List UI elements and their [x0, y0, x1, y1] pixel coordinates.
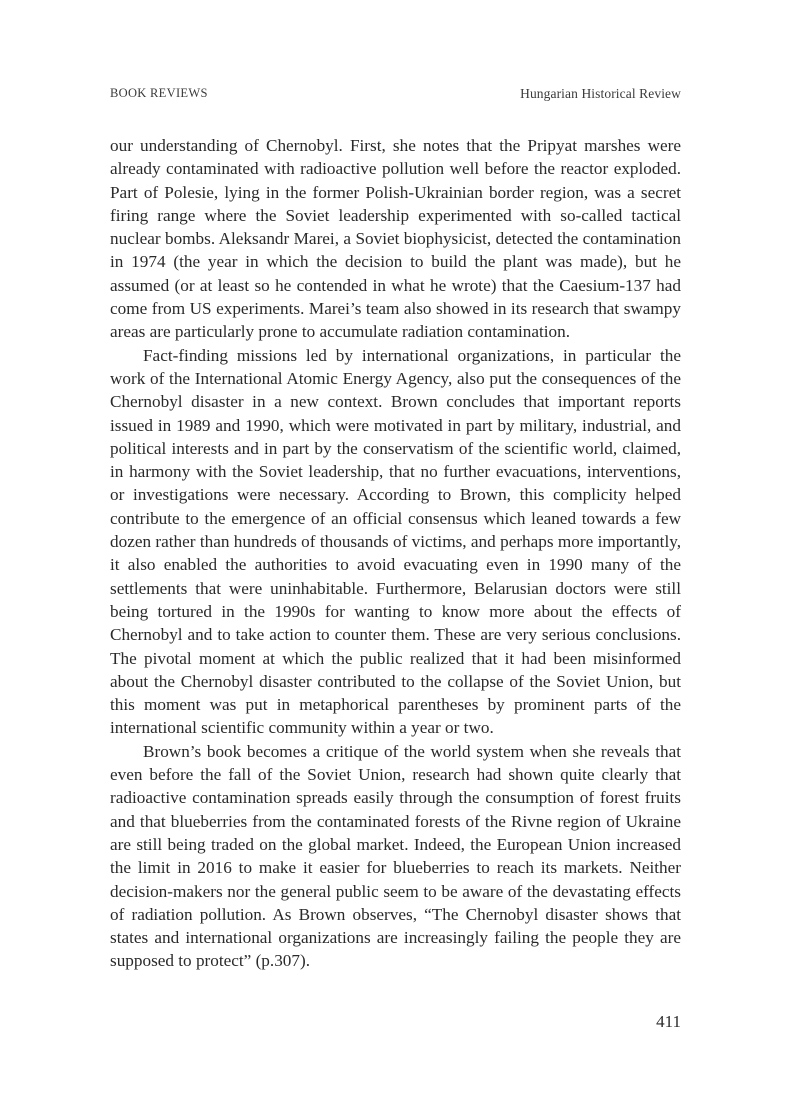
paragraph-1: our understanding of Chernobyl. First, she notes that the Pripyat marshes were already contaminated with radioactive pollution well before the reactor exploded. Part of Polesie, lying in the former Polish-Ukrainian border region, was a secret firing range where the Soviet leadership experimented with so-called tactical nuclear bombs. Aleksandr Marei, a Soviet biophysicist, detected the contamination in 1974 (the year in which the decision to build the plant was made), but he assumed (or at least so he contended in what he wrote) that the Caesium-137 had come from US experiments. Marei’s team also showed in its research that swampy areas are particularly prone to accumulate radiation contamination. — [110, 136, 681, 342]
paragraph-2: Fact-finding missions led by international organizations, in particular the work of the International Atomic Energy Agency, also put the consequences of the Chernobyl disaster in a new context. Brown concludes that important reports issued in 1989 and 1990, which were motivated in part by military, industrial, and political interests and in part by the conservatism of the scientific world, claimed, in harmony with the Soviet leadership, that no further evacuations, interventions, or investigations were necessary. According to Brown, this complicity helped contribute to the emergence of an official consensus which leaned towards a few dozen rather than hundreds of thousands of victims, and perhaps more importantly, it also enabled the authorities to avoid evacuating even in 1990 many of the settlements that were uninhabitable. Furthermore, Belarusian doctors were still being tortured in the 1990s for wanting to know more about the effects of Chernobyl and to take action to counter them. These are very serious conclusions. The pivotal moment at which the public realized that it had been misinformed about the Chernobyl disaster contributed to the collapse of the Soviet Union, but this moment was put in metaphorical parentheses by prominent parts of the international scientific community within a year or two. — [110, 345, 681, 738]
page-number: 411 — [656, 1012, 681, 1031]
running-header — [110, 86, 681, 102]
body-text — [110, 134, 681, 973]
journal-title: Hungarian Historical Review — [520, 86, 681, 101]
section-title: BOOK REVIEWS — [110, 86, 208, 100]
paragraph-3: Brown’s book becomes a critique of the world system when she reveals that even before the fall of the Soviet Union, research had shown quite clearly that radioactive contamination spreads easily through the consumption of forest fruits and that blueberries from the contaminated forests of the Rivne region of Ukraine are still being traded on the global market. Indeed, the European Union increased the limit in 2016 to make it easier for blueberries to reach its markets. Neither decision-makers nor the general public seem to be aware of the devastating effects of radiation pollution. As Brown observes, “The Chernobyl disaster shows that states and international organizations are increasingly failing the people they are supposed to protect” (p.307). — [110, 741, 681, 971]
